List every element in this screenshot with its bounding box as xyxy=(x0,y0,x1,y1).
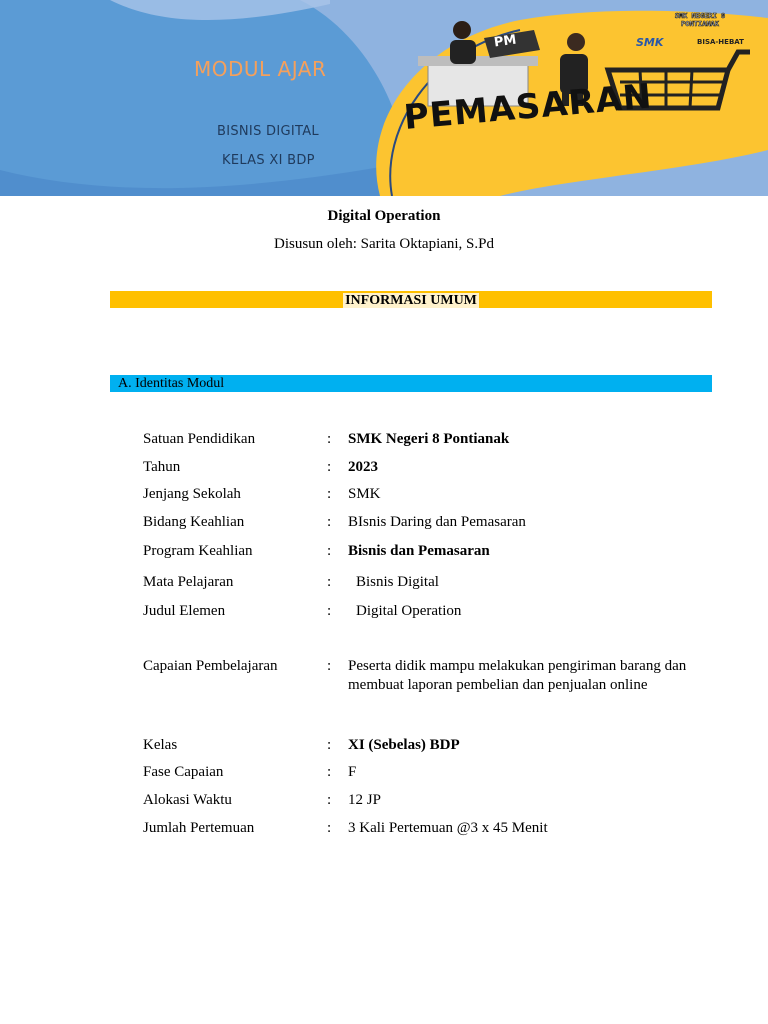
row-value: Bisnis dan Pemasaran xyxy=(348,543,490,559)
row-label: Fase Capaian xyxy=(143,764,224,780)
row-separator: : xyxy=(327,764,332,780)
document-title: Digital Operation xyxy=(327,208,441,224)
module-title: MODUL AJAR xyxy=(194,57,327,81)
row-value: SMK Negeri 8 Pontianak xyxy=(348,431,510,447)
row-value: 2023 xyxy=(348,459,378,475)
smk-logo-text: SMK xyxy=(636,36,664,49)
row-separator: : xyxy=(327,543,332,559)
row-value: Digital Operation xyxy=(356,603,462,619)
row-label: Capaian Pembelajaran xyxy=(143,658,278,674)
row-value: Bisnis Digital xyxy=(356,574,439,590)
row-value: XI (Sebelas) BDP xyxy=(348,737,460,753)
school-name-line-2: PONTIANAK xyxy=(681,20,719,28)
document-author: Disusun oleh: Sarita Oktapiani, S.Pd xyxy=(274,236,494,252)
section-module-identity-label: A. Identitas Modul xyxy=(118,376,225,391)
row-separator: : xyxy=(327,431,332,447)
row-value: Peserta didik mampu melakukan pengiriman barang dan membuat laporan pembelian dan penjualan online xyxy=(348,658,687,693)
pm-sign: PM xyxy=(493,32,518,51)
school-name-line-1: SMK NEGERI 8 xyxy=(674,12,726,20)
row-label: Program Keahlian xyxy=(143,543,253,559)
section-general-info xyxy=(110,291,712,308)
row-separator: : xyxy=(327,737,332,753)
row-label: Jenjang Sekolah xyxy=(143,486,241,502)
row-label: Jumlah Pertemuan xyxy=(143,820,255,836)
row-separator: : xyxy=(327,603,332,619)
row-separator: : xyxy=(327,792,332,808)
banner-background xyxy=(0,0,768,196)
row-separator: : xyxy=(327,820,332,836)
pemasaran-wordmark: PEMASARAN xyxy=(402,76,654,138)
row-separator: : xyxy=(327,658,332,674)
row-value: BIsnis Daring dan Pemasaran xyxy=(348,514,526,530)
row-value: SMK xyxy=(348,486,381,502)
row-label: Satuan Pendidikan xyxy=(143,431,256,447)
header-banner xyxy=(0,0,768,196)
row-value: 3 Kali Pertemuan @3 x 45 Menit xyxy=(348,820,548,836)
row-label: Alokasi Waktu xyxy=(143,792,232,808)
row-separator: : xyxy=(327,486,332,502)
row-label: Judul Elemen xyxy=(143,603,226,619)
smk-slogan: BISA-HEBAT xyxy=(697,38,744,46)
row-separator: : xyxy=(327,514,332,530)
row-label: Mata Pelajaran xyxy=(143,574,234,590)
row-value: 12 JP xyxy=(348,792,381,808)
smk-logo xyxy=(636,36,663,49)
module-class: KELAS XI BDP xyxy=(222,153,315,168)
row-separator: : xyxy=(327,574,332,590)
school-name-graphic xyxy=(650,12,750,28)
section-general-info-label: INFORMASI UMUM xyxy=(345,293,477,308)
section-module-identity xyxy=(110,375,712,392)
row-label: Tahun xyxy=(143,459,181,475)
row-value: F xyxy=(348,764,357,780)
row-label: Bidang Keahlian xyxy=(143,514,245,530)
row-separator: : xyxy=(327,459,332,475)
module-subject: BISNIS DIGITAL xyxy=(217,124,319,139)
row-label: Kelas xyxy=(143,737,178,753)
